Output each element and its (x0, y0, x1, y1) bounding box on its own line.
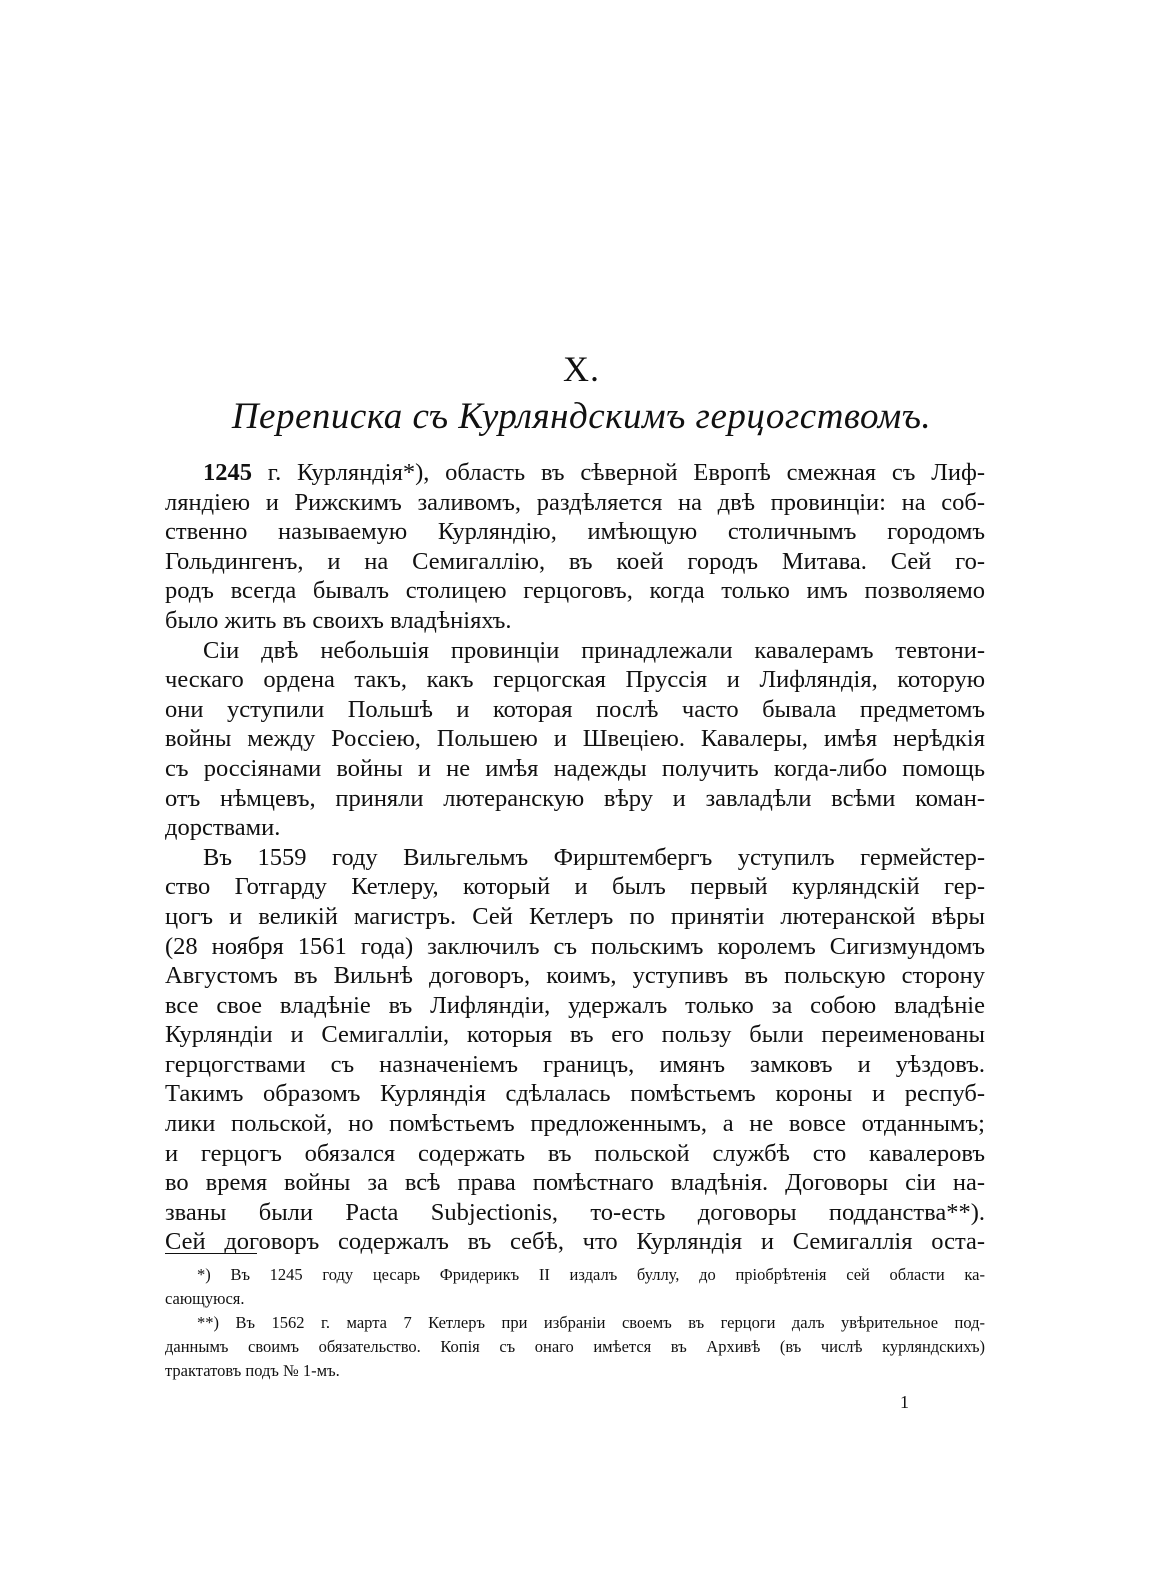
paragraph-3-line: во время войны за всѣ права помѣстнаго владѣнія. Договоры сіи на- (165, 1169, 985, 1197)
paragraph-3-line: Въ 1559 году Вильгельмъ Фирштембергъ уступилъ гермейстер- (203, 843, 985, 871)
paragraph-2-line: дорствами. (165, 814, 281, 842)
paragraph-3-line: Августомъ въ Вильнѣ договоръ, коимъ, уступивъ въ польскую сторону (165, 962, 985, 990)
paragraph-3-line: (28 ноября 1561 года) заключилъ съ польскимъ королемъ Сигизмундомъ (165, 932, 985, 960)
footnote-2-line: **) Въ 1562 г. марта 7 Кетлеръ при избраніи своемъ въ герцоги далъ увѣрительное под- (197, 1313, 985, 1332)
paragraph-3-line: и герцогъ обязался содержать въ польской службѣ сто кавалеровъ (165, 1139, 985, 1167)
paragraph-2-line: ческаго ордена такъ, какъ герцогская Пруссія и Лифляндія, которую (165, 666, 985, 694)
paragraph-3-line: званы были Pacta Subjectionis, то-есть договоры подданства**). (165, 1198, 985, 1226)
paragraph-1-line: Гольдингенъ, и на Семигаллію, въ коей городъ Митава. Сей го- (165, 547, 985, 575)
page-number: 1 (900, 1392, 909, 1412)
footnote-2-line: даннымъ своимъ обязательство. Копія съ онаго имѣется въ Архивѣ (въ числѣ курляндскихъ) (165, 1337, 985, 1356)
paragraph-3-line: Курляндіи и Семигалліи, которыя въ его пользу были переименованы (165, 1021, 985, 1049)
footnote-divider (165, 1253, 257, 1254)
paragraph-1-line-1-text: г. Курляндія*), область въ сѣверной Европѣ смежная съ Лиф- (252, 459, 985, 486)
paragraph-2-line: войны между Россіею, Польшею и Швеціею. Кавалеры, имѣя нерѣдкія (165, 725, 985, 753)
body-text (165, 458, 985, 1257)
footnote-2-line: трактатовъ подъ № 1-мъ. (165, 1361, 340, 1380)
paragraph-1-line: ственно называемую Курляндію, имѣющую столичнымъ городомъ (165, 518, 985, 546)
paragraph-2-line: съ россіянами войны и не имѣя надежды получить когда-либо помощь (165, 754, 985, 782)
chapter-number: X. (563, 349, 600, 389)
paragraph-3-line: лики польской, но помѣстьемъ предложеннымъ, а не вовсе отданнымъ; (165, 1110, 985, 1138)
footnotes (165, 1263, 985, 1383)
paragraph-3-line: все свое владѣніе въ Лифляндіи, удержалъ только за собою владѣніе (165, 991, 985, 1019)
paragraph-1-line: было жить въ своихъ владѣніяхъ. (165, 606, 512, 634)
paragraph-2-line: отъ нѣмцевъ, приняли лютеранскую вѣру и завладѣли всѣми коман- (165, 784, 985, 812)
paragraph-2-line: Сіи двѣ небольшія провинціи принадлежали кавалерамъ тевтони- (203, 636, 985, 664)
paragraph-2-line: они уступили Польшѣ и которая послѣ часто бывала предметомъ (165, 695, 985, 723)
paragraph-3-line: Такимъ образомъ Курляндія сдѣлалась помѣстьемъ короны и респуб- (165, 1080, 985, 1108)
chapter-title: Переписка съ Курляндскимъ герцогствомъ. (231, 396, 932, 437)
paragraph-1-line: ляндіею и Рижскимъ заливомъ, раздѣляется на двѣ провинціи: на соб- (165, 488, 985, 516)
footnote-1-line: сающуюся. (165, 1289, 245, 1308)
paragraph-3-line: герцогствами съ назначеніемъ границъ, имянъ замковъ и уѣздовъ. (165, 1050, 985, 1078)
paragraph-1-line: родъ всегда бывалъ столицею герцоговъ, когда только имъ позволяемо (165, 577, 985, 605)
footnote-1-line: *) Въ 1245 году цесарь Фридерикъ II издалъ буллу, до пріобрѣтенія сей области ка- (197, 1265, 985, 1284)
paragraph-1-line-1 (165, 458, 985, 488)
paragraph-3-line: цогъ и великій магистръ. Сей Кетлеръ по принятіи лютеранской вѣры (165, 902, 985, 930)
paragraph-3-line: ство Готгарду Кетлеру, который и былъ первый курляндскій гер- (165, 873, 985, 901)
paragraph-3-line: Сей договоръ содержалъ въ себѣ, что Курляндія и Семигаллія оста- (165, 1228, 985, 1256)
year-label: 1245 (203, 459, 252, 486)
